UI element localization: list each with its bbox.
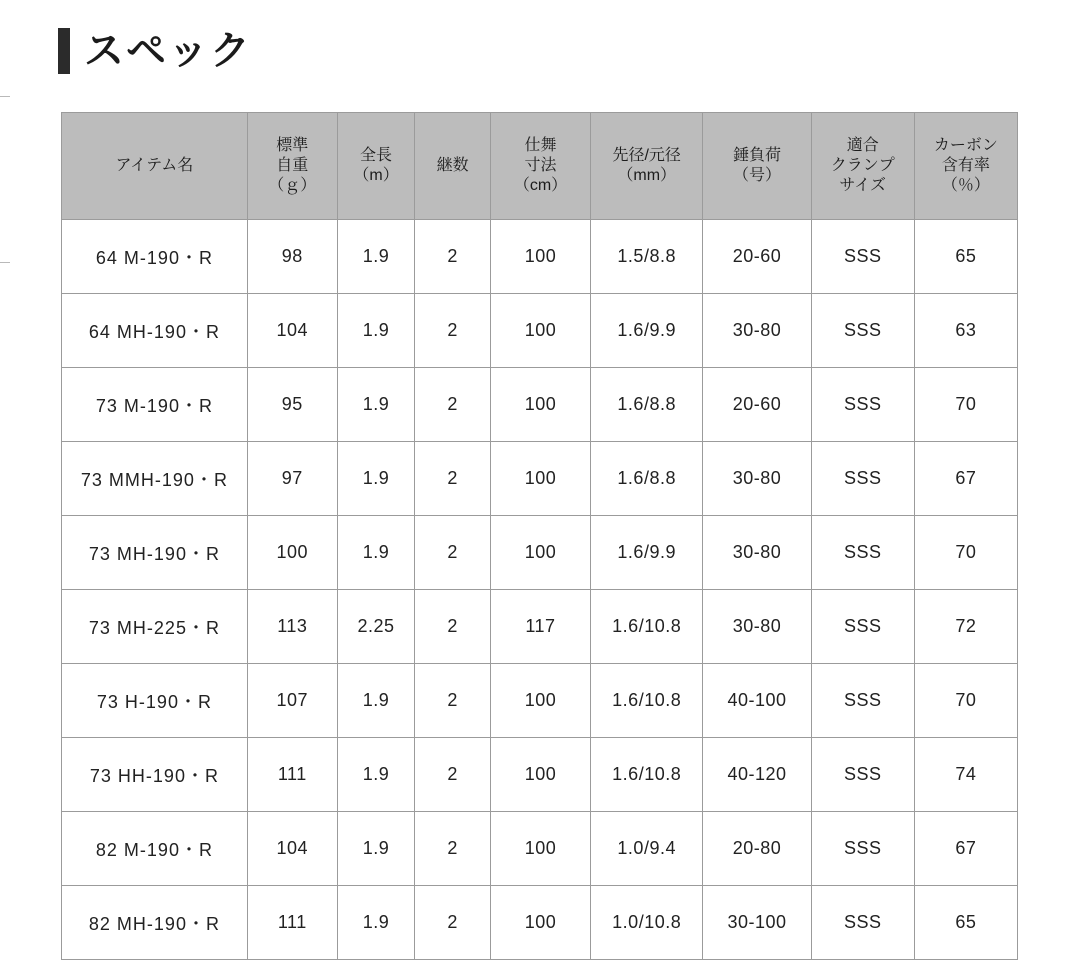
column-header-line: 含有率 [941, 157, 990, 174]
item-name-cell: 64 MH-190・R [62, 294, 248, 368]
spec-cell: 2 [415, 516, 491, 590]
column-header-0 [62, 113, 248, 220]
table-row [62, 442, 1018, 516]
item-name-cell: 73 MH-225・R [62, 590, 248, 664]
spec-cell: 20-60 [703, 368, 811, 442]
left-edge-rule-top [0, 96, 10, 97]
table-row [62, 294, 1018, 368]
column-header-6 [703, 113, 811, 220]
column-header-line: 錘負荷 [732, 147, 781, 164]
column-header-line: 仕舞 [524, 137, 557, 154]
left-edge-rule-bottom [0, 262, 10, 263]
spec-cell: 20-80 [703, 812, 811, 886]
item-name-cell: 73 H-190・R [62, 664, 248, 738]
spec-cell: 40-120 [703, 738, 811, 812]
column-header-line: サイズ [839, 177, 887, 194]
column-header-line: （cm） [513, 177, 568, 194]
spec-cell: 100 [490, 294, 590, 368]
column-header-line: 自重 [276, 157, 309, 174]
table-body [62, 220, 1018, 960]
spec-cell: 100 [247, 516, 337, 590]
spec-cell: 30-80 [703, 516, 811, 590]
column-header-line: （％） [941, 177, 990, 194]
spec-cell: SSS [811, 294, 914, 368]
spec-cell: SSS [811, 590, 914, 664]
spec-cell: 70 [914, 368, 1017, 442]
spec-cell: 1.9 [337, 664, 415, 738]
column-header-5 [591, 113, 703, 220]
spec-cell: 2 [415, 738, 491, 812]
spec-cell: 2 [415, 812, 491, 886]
spec-cell: 2 [415, 442, 491, 516]
spec-cell: 65 [914, 886, 1017, 960]
column-header-line: クランプ [830, 157, 895, 174]
spec-cell: 1.9 [337, 294, 415, 368]
item-name-cell: 73 HH-190・R [62, 738, 248, 812]
spec-cell: SSS [811, 368, 914, 442]
spec-cell: 100 [490, 886, 590, 960]
table-row [62, 664, 1018, 738]
table-row [62, 590, 1018, 664]
table-row [62, 886, 1018, 960]
column-header-3 [415, 113, 491, 220]
spec-cell: 70 [914, 664, 1017, 738]
column-header-line: 継数 [436, 157, 469, 174]
spec-cell: 111 [247, 886, 337, 960]
table-row [62, 812, 1018, 886]
spec-cell: 100 [490, 220, 590, 294]
spec-cell: 30-80 [703, 590, 811, 664]
title-accent-bar [58, 28, 70, 74]
table-row [62, 220, 1018, 294]
spec-cell: 1.9 [337, 812, 415, 886]
spec-cell: SSS [811, 886, 914, 960]
spec-cell: 100 [490, 516, 590, 590]
spec-cell: SSS [811, 812, 914, 886]
spec-cell: 2.25 [337, 590, 415, 664]
column-header-line: 標準 [276, 137, 309, 154]
spec-cell: 1.9 [337, 368, 415, 442]
spec-cell: SSS [811, 664, 914, 738]
spec-cell: 1.6/8.8 [591, 368, 703, 442]
column-header-line: 寸法 [524, 157, 557, 174]
column-header-8 [914, 113, 1017, 220]
spec-cell: 100 [490, 812, 590, 886]
title-text: スペック [84, 29, 252, 73]
spec-cell: 2 [415, 590, 491, 664]
spec-cell: 98 [247, 220, 337, 294]
spec-cell: 30-100 [703, 886, 811, 960]
spec-cell: SSS [811, 442, 914, 516]
spec-cell: 67 [914, 812, 1017, 886]
spec-cell: 30-80 [703, 294, 811, 368]
spec-cell: 1.6/9.9 [591, 516, 703, 590]
spec-cell: 1.9 [337, 442, 415, 516]
spec-cell: 1.0/9.4 [591, 812, 703, 886]
column-header-line: （m） [353, 167, 399, 184]
spec-cell: 2 [415, 368, 491, 442]
spec-cell: 2 [415, 664, 491, 738]
item-name-cell: 82 MH-190・R [62, 886, 248, 960]
spec-cell: 2 [415, 886, 491, 960]
spec-cell: 1.9 [337, 738, 415, 812]
table-row [62, 516, 1018, 590]
item-name-cell: 73 MH-190・R [62, 516, 248, 590]
spec-cell: 100 [490, 664, 590, 738]
spec-cell: 107 [247, 664, 337, 738]
spec-cell: 1.5/8.8 [591, 220, 703, 294]
column-header-line: 全長 [360, 147, 393, 164]
spec-cell: 1.6/10.8 [591, 590, 703, 664]
spec-cell: 74 [914, 738, 1017, 812]
spec-cell: SSS [811, 220, 914, 294]
spec-table [61, 112, 1018, 960]
spec-cell: 104 [247, 812, 337, 886]
spec-cell: 1.9 [337, 516, 415, 590]
spec-cell: 1.6/10.8 [591, 738, 703, 812]
item-name-cell: 73 MMH-190・R [62, 442, 248, 516]
spec-cell: 111 [247, 738, 337, 812]
column-header-line: （号） [732, 167, 781, 184]
spec-cell: 1.6/9.9 [591, 294, 703, 368]
column-header-line: カーボン [933, 137, 998, 154]
page-title [58, 28, 252, 74]
column-header-1 [247, 113, 337, 220]
spec-cell: 117 [490, 590, 590, 664]
spec-cell: 67 [914, 442, 1017, 516]
spec-cell: 70 [914, 516, 1017, 590]
column-header-line: アイテム名 [115, 157, 194, 174]
table-row [62, 738, 1018, 812]
spec-cell: SSS [811, 738, 914, 812]
spec-cell: 100 [490, 738, 590, 812]
spec-cell: 20-60 [703, 220, 811, 294]
spec-cell: 1.6/10.8 [591, 664, 703, 738]
spec-cell: 95 [247, 368, 337, 442]
column-header-7 [811, 113, 914, 220]
spec-cell: 1.6/8.8 [591, 442, 703, 516]
spec-cell: 1.0/10.8 [591, 886, 703, 960]
table-header [62, 113, 1018, 220]
spec-cell: 113 [247, 590, 337, 664]
column-header-line: （ｇ） [268, 177, 317, 194]
spec-cell: 72 [914, 590, 1017, 664]
item-name-cell: 73 M-190・R [62, 368, 248, 442]
table-row [62, 368, 1018, 442]
item-name-cell: 64 M-190・R [62, 220, 248, 294]
column-header-line: （mm） [617, 167, 677, 184]
column-header-line: 先径/元径 [612, 147, 681, 164]
column-header-2 [337, 113, 415, 220]
spec-cell: 30-80 [703, 442, 811, 516]
spec-cell: 1.9 [337, 220, 415, 294]
spec-cell: 2 [415, 294, 491, 368]
spec-cell: 97 [247, 442, 337, 516]
item-name-cell: 82 M-190・R [62, 812, 248, 886]
spec-cell: 65 [914, 220, 1017, 294]
spec-cell: 1.9 [337, 886, 415, 960]
spec-cell: SSS [811, 516, 914, 590]
spec-cell: 2 [415, 220, 491, 294]
spec-cell: 100 [490, 368, 590, 442]
spec-cell: 104 [247, 294, 337, 368]
column-header-4 [490, 113, 590, 220]
spec-cell: 40-100 [703, 664, 811, 738]
spec-cell: 63 [914, 294, 1017, 368]
column-header-line: 適合 [846, 137, 879, 154]
spec-cell: 100 [490, 442, 590, 516]
table-header-row [62, 113, 1018, 220]
